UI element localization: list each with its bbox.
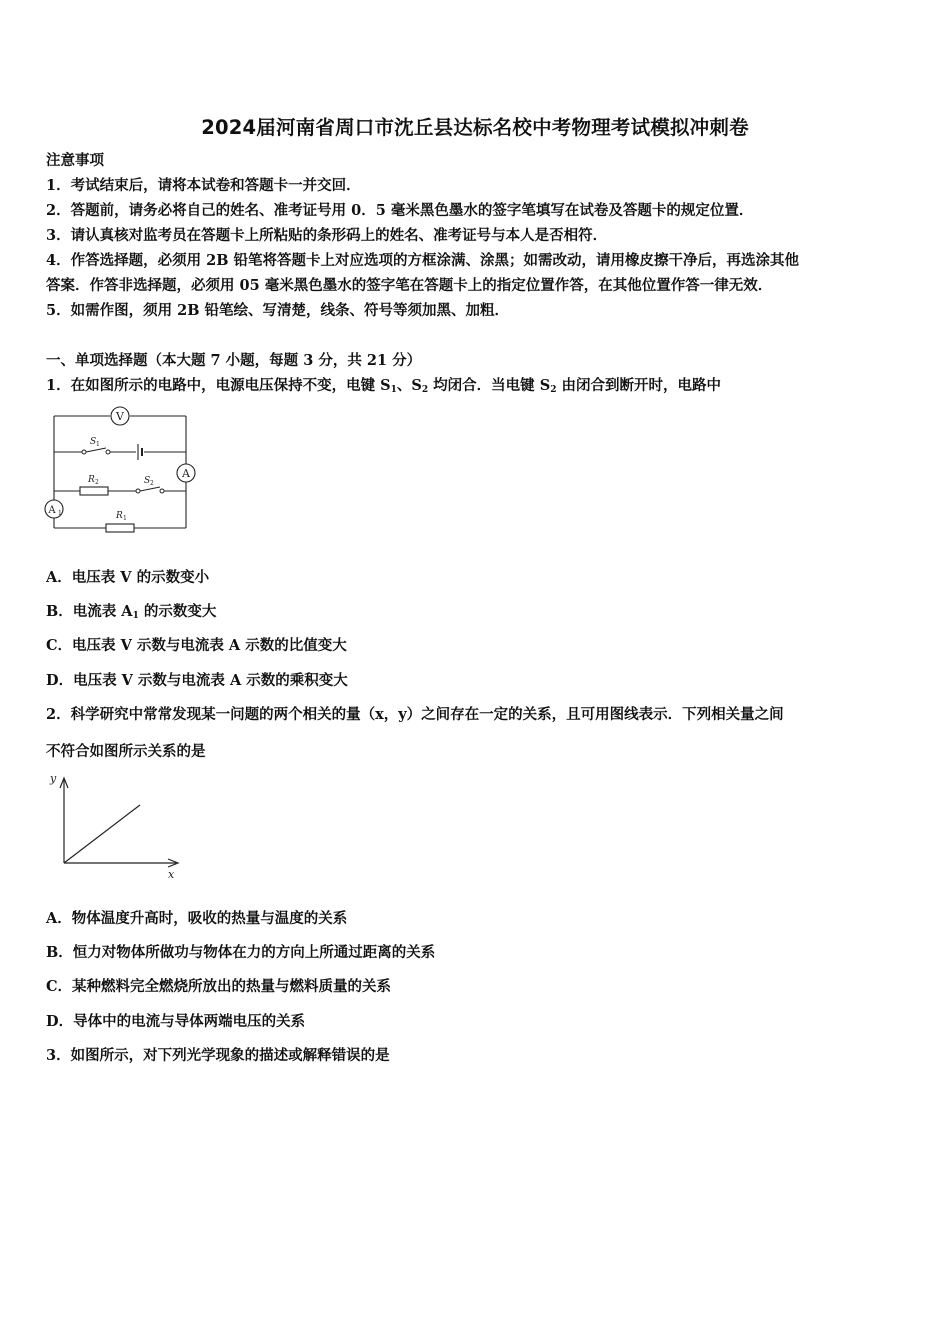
section-heading: 一、单项选择题（本大题 7 小题，每题 3 分，共 21 分） [46, 352, 422, 369]
r2-label: R [88, 475, 95, 485]
s1-sub: 1 [96, 441, 100, 448]
notice-item: 2．答题前，请务必将自己的姓名、准考证号用 0．5 毫米黑色墨水的签字笔填写在试卷及答题卡的规定位置． [46, 202, 754, 219]
notice-item: 5．如需作图，须用 2B 铅笔绘、写清楚，线条、符号等须加黑、加粗． [46, 302, 510, 319]
q1-option-c: C．电压表 V 示数与电流表 A 示数的比值变大 [46, 637, 347, 654]
q2-option-d: D．导体中的电流与导体两端电压的关系 [46, 1013, 306, 1030]
page-title: 2024届河南省周口市沈丘县达标名校中考物理考试模拟冲刺卷 [201, 116, 749, 139]
q1-option-d: D．电压表 V 示数与电流表 A 示数的乘积变大 [46, 672, 348, 689]
s2-contact [136, 489, 140, 493]
r2-sub: 2 [95, 479, 99, 486]
y-axis-label: y [50, 772, 57, 785]
question-2-stem: 2．科学研究中常常发现某一问题的两个相关的量（x，y）之间存在一定的关系，且可用图线表示．下列相关量之间 [46, 706, 784, 723]
resistor-r2 [80, 487, 108, 495]
ammeter1-label: A [48, 505, 56, 516]
proportional-line [64, 805, 140, 863]
voltmeter-label: V [116, 410, 124, 423]
s1-contact [106, 450, 110, 454]
s2-label: S [144, 476, 151, 486]
q1-option-b: B．电流表 $A_1$ 的示数变大 [46, 603, 217, 621]
resistor-r1 [106, 524, 134, 532]
q2-option-c: C．某种燃料完全燃烧所放出的热量与燃料质量的关系 [46, 978, 392, 995]
q2-option-a: A．物体温度升高时，吸收的热量与温度的关系 [46, 910, 348, 927]
q2-option-b: B．恒力对物体所做功与物体在力的方向上所通过距离的关系 [46, 944, 436, 961]
q1-option-a: A．电压表 V 的示数变小 [46, 569, 210, 586]
notice-item: 答案．作答非选择题，必须用 05 毫米黑色墨水的签字笔在答题卡上的指定位置作答，在其他位置作答一律无效． [46, 277, 773, 294]
circuit-diagram [40, 402, 210, 537]
notice-heading: 注意事项 [46, 152, 104, 169]
s1-label: S [90, 437, 97, 447]
r1-sub: 1 [123, 515, 127, 522]
ammeter1-sub: 1 [58, 510, 62, 517]
question-3-stem: 3．如图所示，对下列光学现象的描述或解释错误的是 [46, 1047, 390, 1064]
s2-contact [160, 489, 164, 493]
question-1-stem: 1．在如图所示的电路中，电源电压保持不变，电键 $S_1$、$S_2$ 均闭合．当电键 $S_2$ 由闭合到断开时，电路中 [46, 377, 722, 395]
x-axis-label: x [168, 868, 175, 880]
notice-item: 3．请认真核对监考员在答题卡上所粘贴的条形码上的姓名、准考证号与本人是否相符． [46, 227, 608, 244]
linear-graph [44, 770, 184, 880]
ammeter-label: A [182, 467, 190, 480]
question-2-stem-cont: 不符合如图所示关系的是 [46, 743, 206, 760]
notice-item: 4．作答选择题，必须用 2B 铅笔将答题卡上对应选项的方框涂满、涂黑；如需改动，请用橡皮擦干净后，再选涂其他 [46, 252, 800, 269]
s2-sub: 2 [150, 480, 154, 487]
s1-contact [82, 450, 86, 454]
notice-item: 1．考试结束后，请将本试卷和答题卡一并交回． [46, 177, 361, 194]
r1-label: R [116, 511, 123, 521]
